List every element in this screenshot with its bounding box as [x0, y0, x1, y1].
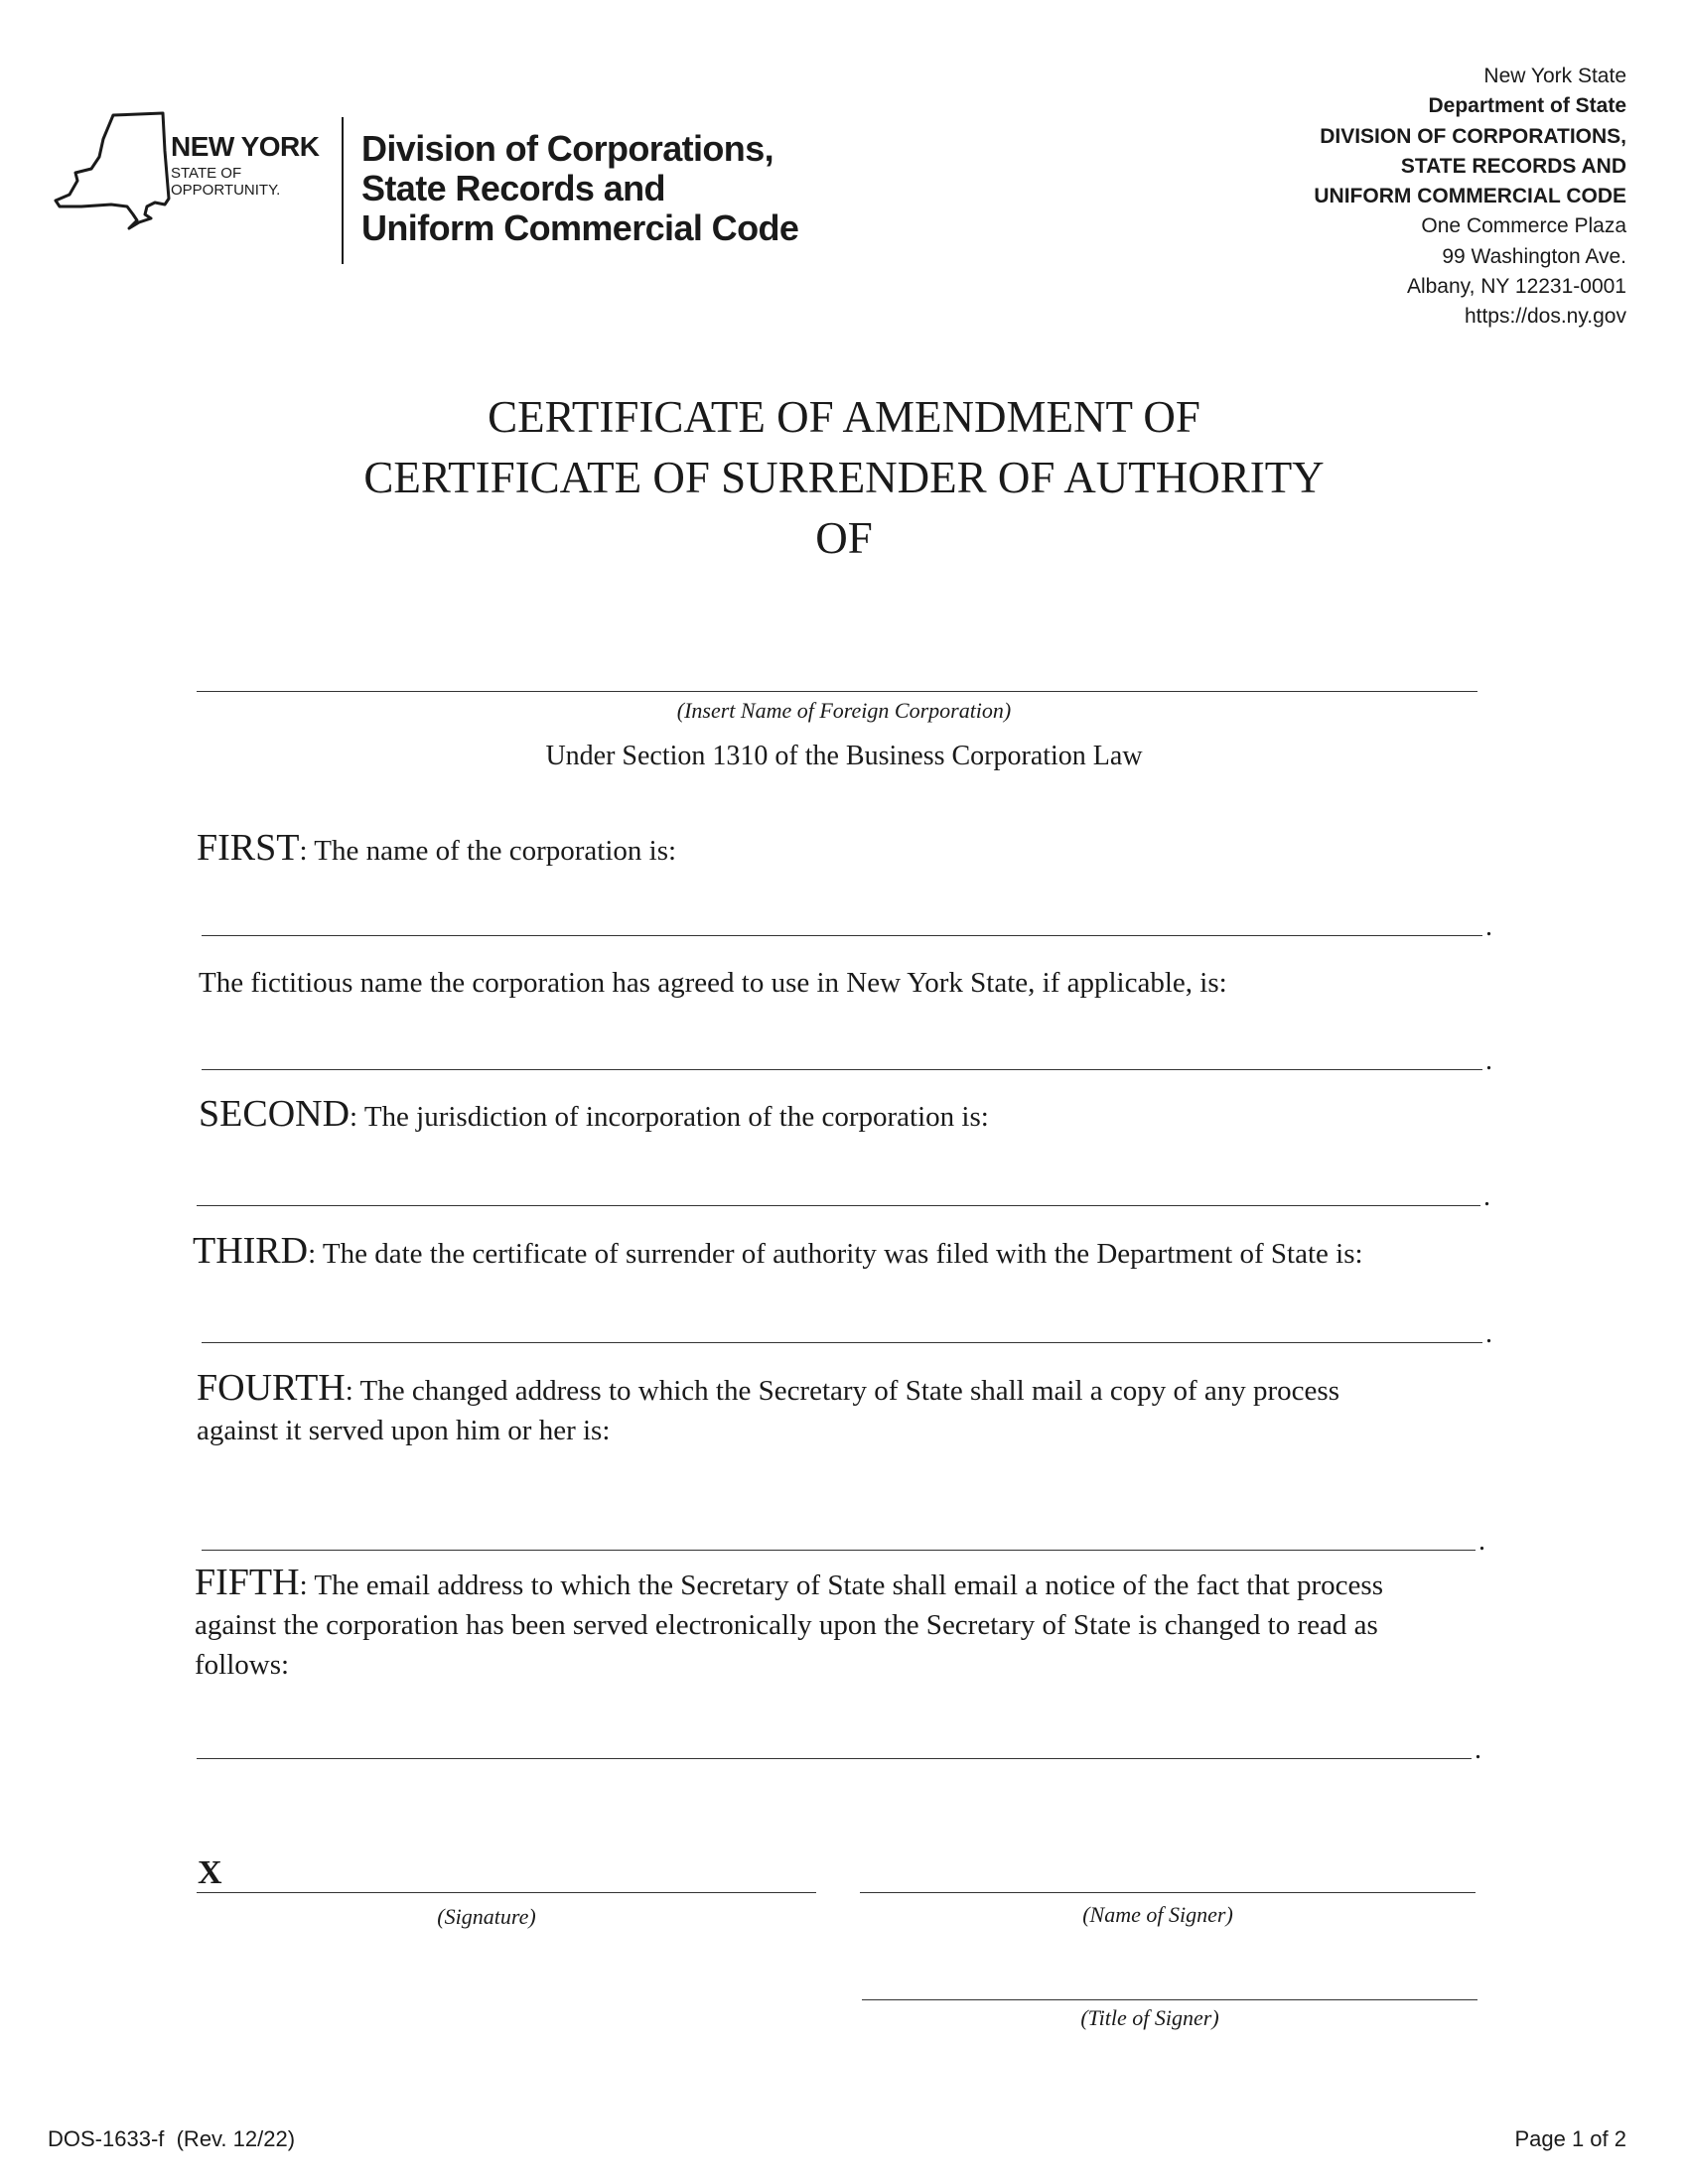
logo-tagline-line-1: STATE OF	[171, 165, 242, 182]
fictitious-name-period: .	[1485, 1045, 1492, 1076]
address-line-7: 99 Washington Ave.	[1442, 244, 1626, 268]
third-label: THIRD	[193, 1230, 309, 1272]
foreign-corporation-name-caption: (Insert Name of Foreign Corporation)	[676, 698, 1012, 723]
fifth-section	[195, 1563, 1383, 1685]
logo-tagline-line-2: OPPORTUNITY.	[171, 182, 281, 199]
first-label: FIRST	[197, 827, 300, 869]
fourth-label: FOURTH	[197, 1367, 346, 1409]
first-text: : The name of the corporation is:	[299, 835, 677, 867]
address-line-3: DIVISION OF CORPORATIONS,	[1320, 124, 1626, 148]
jurisdiction-period: .	[1483, 1181, 1490, 1212]
address-line-8: Albany, NY 12231-0001	[1406, 275, 1626, 299]
new-york-state-map-icon	[52, 111, 171, 245]
logo-divider	[342, 117, 344, 264]
division-line-1: Division of Corporations,	[361, 128, 774, 169]
logo-wordmark: NEW YORK	[171, 131, 320, 162]
second-text: : The jurisdiction of incorporation of the corporation is:	[350, 1101, 989, 1133]
second-label: SECOND	[199, 1093, 351, 1135]
agency-address	[1314, 62, 1626, 333]
address-line-4: STATE RECORDS AND	[1400, 154, 1626, 178]
fifth-text-line-2: against the corporation has been served electronically upon the Secretary of State is changed to read as	[195, 1609, 1378, 1641]
logo-tagline	[171, 165, 280, 199]
corporation-name-period: .	[1485, 911, 1492, 942]
division-line-2: State Records and	[361, 168, 665, 208]
fifth-text-line-3: follows:	[195, 1649, 290, 1681]
fifth-label: FIFTH	[195, 1562, 300, 1603]
first-section	[197, 828, 676, 871]
second-section	[199, 1094, 989, 1137]
signer-name-field[interactable]	[860, 1892, 1476, 1893]
corporation-name-field[interactable]	[202, 935, 1482, 936]
division-title	[361, 129, 798, 248]
statute-text: Under Section 1310 of the Business Corporation Law	[545, 741, 1143, 771]
fifth-text-line-1: : The email address to which the Secretary of State shall email a notice of the fact that process	[299, 1570, 1383, 1601]
address-line-6: One Commerce Plaza	[1421, 214, 1626, 238]
email-address-field[interactable]	[197, 1758, 1472, 1759]
changed-address-field[interactable]	[202, 1550, 1476, 1551]
address-url: https://dos.ny.gov	[1464, 305, 1626, 329]
changed-address-period: .	[1478, 1526, 1485, 1557]
third-text: : The date the certificate of surrender of authority was filed with the Department of State is:	[308, 1238, 1363, 1270]
foreign-corporation-name-field[interactable]	[197, 691, 1477, 692]
address-line-1: New York State	[1483, 65, 1626, 87]
signature-caption: (Signature)	[437, 1904, 536, 1929]
document-title	[0, 387, 1688, 569]
jurisdiction-field[interactable]	[197, 1205, 1480, 1206]
signature-field[interactable]	[197, 1892, 816, 1893]
form-id: DOS-1633-f (Rev. 12/22)	[48, 2126, 296, 2151]
surrender-date-field[interactable]	[202, 1342, 1482, 1343]
third-section	[193, 1231, 1363, 1274]
signer-name-caption: (Name of Signer)	[1082, 1902, 1233, 1927]
fictitious-name-text: The fictitious name the corporation has agreed to use in New York State, if applicable, is:	[199, 967, 1227, 999]
fourth-text-line-2: against it served upon him or her is:	[197, 1415, 611, 1446]
fourth-section	[197, 1368, 1339, 1450]
title-line-3: OF	[815, 513, 873, 563]
fictitious-name-field[interactable]	[202, 1069, 1482, 1070]
division-line-3: Uniform Commercial Code	[361, 207, 799, 248]
title-line-1: CERTIFICATE OF AMENDMENT OF	[488, 392, 1200, 442]
title-line-2: CERTIFICATE OF SURRENDER OF AUTHORITY	[363, 453, 1325, 502]
address-line-2: Department of State	[1428, 94, 1626, 118]
surrender-date-period: .	[1485, 1318, 1492, 1349]
fourth-text-line-1: : The changed address to which the Secretary of State shall mail a copy of any process	[345, 1375, 1340, 1407]
address-line-5: UNIFORM COMMERCIAL CODE	[1314, 185, 1626, 208]
signature-x-mark: X	[198, 1854, 222, 1891]
page-number: Page 1 of 2	[1514, 2126, 1626, 2151]
signer-title-caption: (Title of Signer)	[1080, 2005, 1219, 2030]
signer-title-field[interactable]	[862, 1999, 1477, 2000]
email-address-period: .	[1475, 1734, 1481, 1765]
